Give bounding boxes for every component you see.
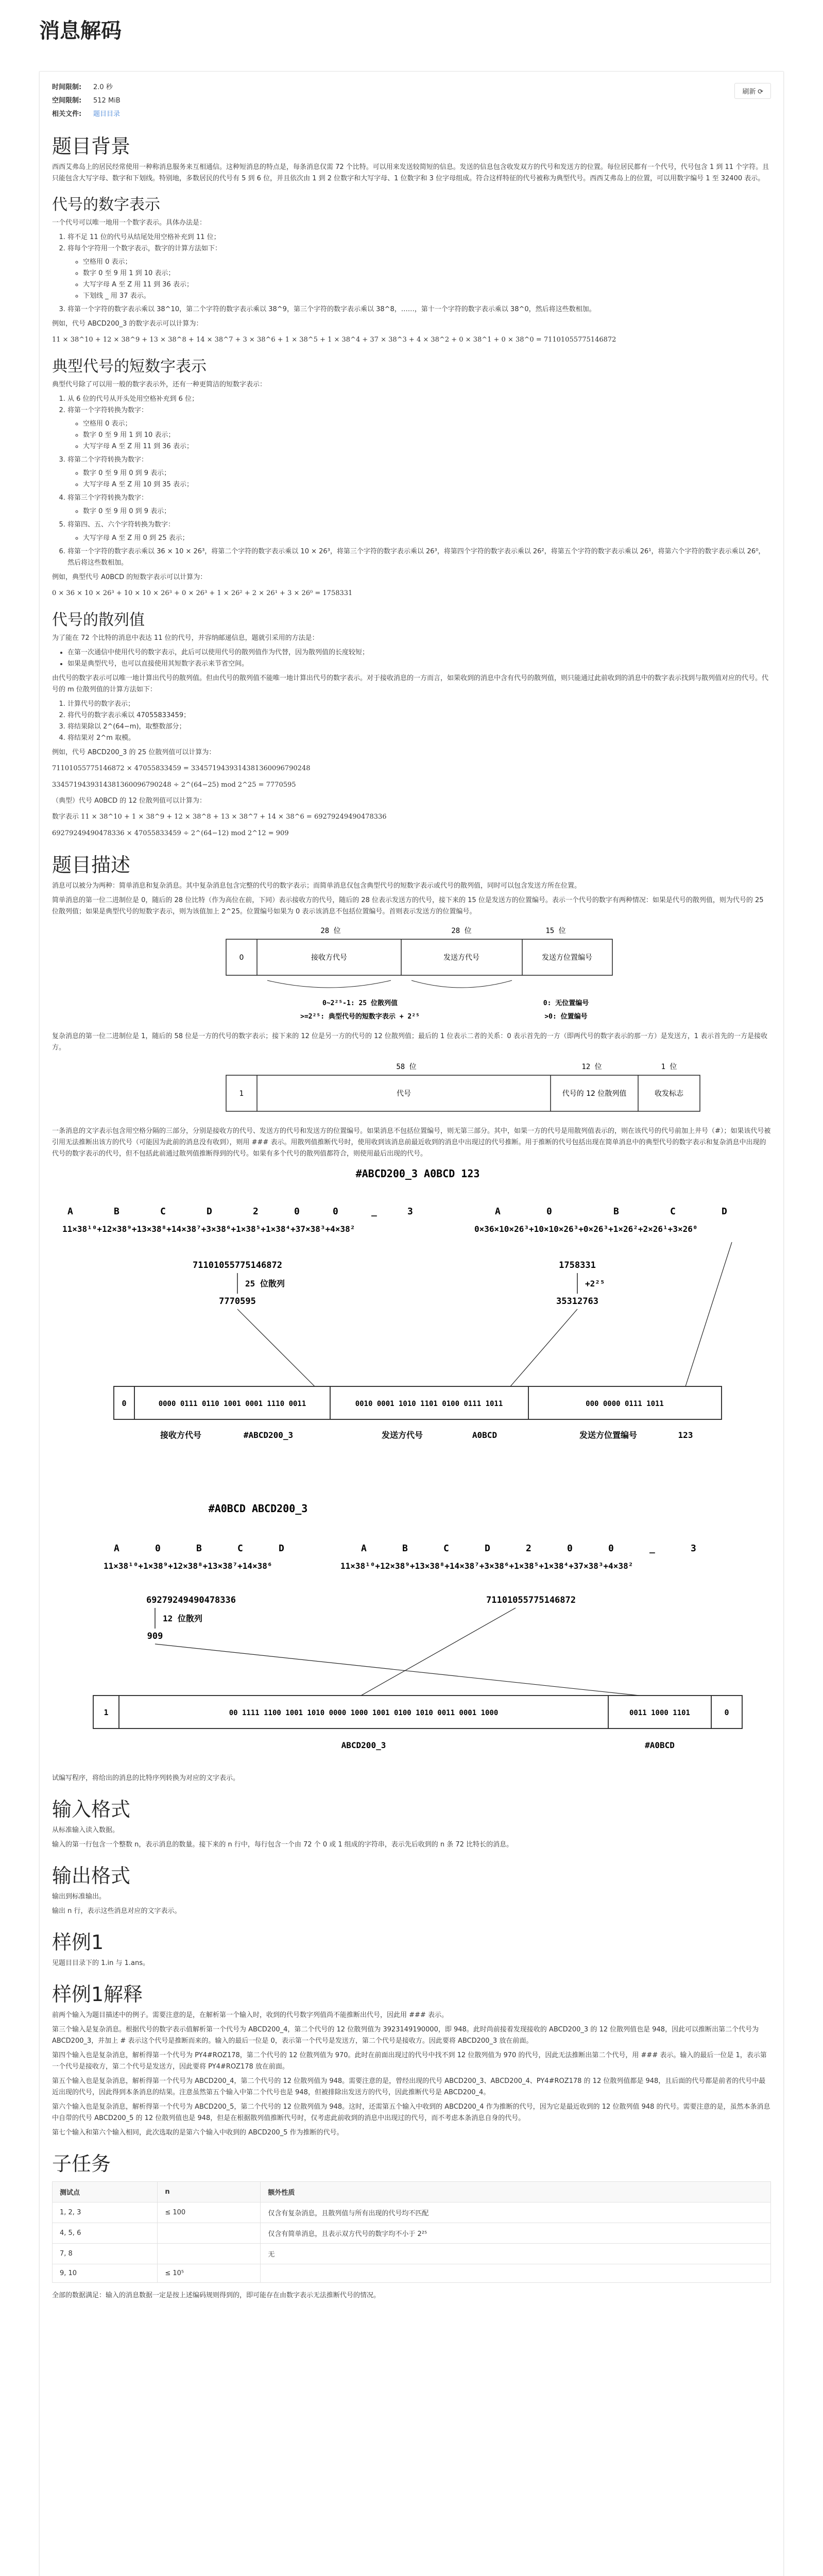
fig4-left-chars xyxy=(114,1543,284,1554)
table-row xyxy=(53,2202,771,2223)
fig4-formula: 11×38¹⁰+1×38⁹+12×38⁸+13×38⁷+14×38⁶ xyxy=(104,1561,272,1571)
hash-point: • 在第一次通信中使用代号的数字表示，此后可以使用代号的散列值作为代替，因为散列值的长度较短； xyxy=(67,647,771,658)
fig4-char: C xyxy=(443,1543,449,1554)
fig1-label: 28 位 xyxy=(320,927,341,935)
fig4-char: A xyxy=(361,1543,367,1554)
fig4-char: _ xyxy=(649,1543,655,1554)
hash-point: • 如果是典型代号，也可以直接使用其短数字表示来节省空间。 xyxy=(67,658,771,670)
fig2-cell: 收发标志 xyxy=(655,1090,683,1098)
typical-rule: ◦ 大写字母 A 至 Z 用 10 到 35 表示； xyxy=(83,479,771,490)
typical-example: 例如，典型代号 A0BCD 的短数字表示可以计算为： xyxy=(52,573,207,581)
section-background: 题目背景 xyxy=(52,135,131,158)
fig3-title: #ABCD200_3 A0BCD 123 xyxy=(355,1167,480,1180)
fig3-bottom-label: A0BCD xyxy=(472,1430,498,1440)
complex-example-diagram xyxy=(52,1500,783,1768)
hash-intro: 为了能在 72 个比特的消息中表达 11 位的代号，并容纳邮递信息，题就引采用的方法是： xyxy=(52,634,319,642)
fig1-note: >0: 位置编号 xyxy=(544,1013,588,1021)
fig4-bottom-label: ABCD200_3 xyxy=(341,1740,386,1750)
table-cell: 9, 10 xyxy=(53,2264,158,2283)
fig3-bottom-label: 123 xyxy=(678,1430,693,1440)
fig3-bits: 0010 0001 1010 1101 0100 0111 1011 xyxy=(355,1400,503,1408)
fig3-char: C xyxy=(160,1206,166,1217)
hash-example-2: （典型）代号 A0BCD 的 12 位散列值可以计算为： xyxy=(52,797,207,805)
fig4-char: 2 xyxy=(526,1543,531,1554)
fig1-label: 15 位 xyxy=(545,927,566,935)
fig3-formula: 11×38¹⁰+12×38⁹+13×38⁸+14×38⁷+3×38⁶+1×38⁵+1×38⁴+37×38³+4×38² xyxy=(62,1224,355,1234)
section-description: 题目描述 xyxy=(52,854,131,876)
page-title: 消息解码 xyxy=(39,19,122,43)
fig4-char: B xyxy=(402,1543,408,1554)
subtask-table xyxy=(52,2181,771,2283)
fig4-char: 0 xyxy=(608,1543,614,1554)
fig4-bottom-label: #A0BCD xyxy=(645,1740,675,1750)
fig4-char: C xyxy=(237,1543,243,1554)
fig4-bits: 00 1111 1100 1001 1010 0000 1000 1001 0100 1010 0011 0001 1000 xyxy=(229,1709,499,1717)
typical-rule: ◦ 数字 0 至 9 用 0 到 9 表示； xyxy=(83,506,771,517)
table-header: 额外性质 xyxy=(261,2182,771,2202)
problem-card xyxy=(39,71,784,2576)
fig3-char: B xyxy=(114,1206,119,1217)
fig3-bottom-label: #ABCD200_3 xyxy=(243,1430,294,1440)
section-input: 输入格式 xyxy=(52,1798,131,1821)
fig3-value: 1758331 xyxy=(559,1260,596,1270)
typical-rule: ◦ 数字 0 至 9 用 1 到 10 表示； xyxy=(83,430,771,441)
section-typical: 典型代号的短数字表示 xyxy=(52,358,207,376)
fig4-title: #A0BCD ABCD200_3 xyxy=(208,1502,308,1515)
typical-rule: ◦ 数字 0 至 9 用 0 到 9 表示； xyxy=(83,468,771,479)
typical-step: 1. 从 6 位的代号从开头处用空格补充到 6 位； xyxy=(67,394,771,405)
fig4-char: D xyxy=(279,1543,284,1554)
fig3-char: C xyxy=(670,1206,676,1217)
table-header: 测试点 xyxy=(53,2182,158,2202)
fig3-bits: 000 0000 0111 1011 xyxy=(586,1400,664,1408)
desc-text: 消息可以被分为两种：简单消息和复杂消息。其中复杂消息包含完整的代号的数字表示；而简单消息仅包含典型代号的短数字表示或代号的散列值，同时可以包含发送方所在位置。 xyxy=(52,882,581,890)
table-cell xyxy=(158,2244,261,2264)
fig2-cell: 1 xyxy=(239,1090,244,1098)
fig3-char: A xyxy=(67,1206,73,1217)
number-steps xyxy=(52,232,771,315)
background-text: 西西艾弗岛上的居民经常使用一种称消息服务来互相通信。这种短消息的特点是，每条消息仅需 72 个比特。可以用来发送较简短的信息。发送的信息包含收发双方的代号和发送方的位置。每位居民都有一个代号，代号包含 1 到 11 个字符。且只能包含大写字母、数字和下划线。特别地，多数居民的代号有 5 到 6 位，并且依次由 1 到 2 位数字和大写字母、1 位数字和 3 位字母组成。符合这样特征的代号被称为典型代号。西西艾弗岛上的位置，可以用数字编号 1 至 32400 表示。 xyxy=(52,163,769,182)
number-step: 1. 将不足 11 位的代号从结尾处用空格补充到 11 位； xyxy=(67,232,771,243)
table-row xyxy=(53,2223,771,2244)
input-text: 从标准输入读入数据。 xyxy=(52,1826,119,1834)
explanation-text: 第七个输入和第六个输入相同，此次选取的是第六个输入中收到的 ABCD200_5 作为推断的代号。 xyxy=(52,2129,344,2137)
fig4-formula: 11×38¹⁰+12×38⁹+13×38⁸+14×38⁷+3×38⁶+1×38⁵+1×38⁴+37×38³+4×38² xyxy=(340,1561,633,1571)
fig3-char: 0 xyxy=(546,1206,552,1217)
related-files: 相关文件: 题目目录 xyxy=(52,110,121,118)
number-rule: ◦ 大写字母 A 至 Z 用 11 到 36 表示； xyxy=(83,279,771,291)
number-formula: 11 × 38^10 + 12 × 38^9 + 13 × 38^8 + 14 × 38^7 + 3 × 38^6 + 1 × 38^5 + 1 × 38^4 + 37 × 38^3 + 4 × 38^2 + 0 × 38^1 + 0 × 38^0 = 71101055775146872 xyxy=(52,336,616,344)
explanation-text: 第五个输入也是复杂消息，解析得第一个代号为 ABCD200_4，第二个代号的 12 位散列值为 948。需要注意的是，曾经出现的代号 ABCD200_3、ABCD200_4、PY4#ROZ178 的 12 位散列值都是 948，且后面的代号都是前者的代号中最近出现的代号，因此得到本条消息的结果。注意虽然第五个输入中第二个代号也是 948，但被排除出发送方的代号，因此推断代号是 ABCD200_4。 xyxy=(52,2077,766,2096)
number-example: 例如，代号 ABCD200_3 的数字表示可以计算为： xyxy=(52,320,203,328)
fig4-char: 0 xyxy=(155,1543,161,1554)
final-note: 全部的数据满足：输入的消息数据一定是按上述编码规则得到的，即可能存在由数字表示无法推断代号的情况。 xyxy=(52,2292,381,2299)
fig4-char: A xyxy=(114,1543,119,1554)
fig3-bits: 0000 0111 0110 1001 0001 1110 0011 xyxy=(158,1400,306,1408)
section-sample: 样例1 xyxy=(52,1931,104,1954)
typical-step: 4. 将第三个字符转换为数字： ◦ 数字 0 至 9 用 0 到 9 表示； xyxy=(67,493,771,517)
fig3-char: 2 xyxy=(253,1206,259,1217)
table-cell xyxy=(158,2223,261,2244)
fig2-cell: 代号 xyxy=(397,1090,411,1098)
typical-intro: 典型代号除了可以用一般的数字表示外，还有一种更简洁的短数字表示： xyxy=(52,381,267,388)
hash-step: 3. 将结果除以 2^(64−m)，取整数部分； xyxy=(67,721,771,733)
typical-step: 5. 将第四、五、六个字符转换为数字： ◦ 大写字母 A 至 Z 用 0 到 25 表示； xyxy=(67,519,771,544)
fig1-note: 0: 无位置编号 xyxy=(543,999,589,1007)
table-cell xyxy=(261,2264,771,2283)
hash-text: 由代号的数字表示可以唯一地计算出代号的散列值。但由代号的散列值不能唯一地计算出代号的数字表示。对于接收消息的一方而言，如果收到的消息中含有代号的散列值，则只能通过此前收到的消息中的数字表示找到与散列值对应的代号。代号的 m 位散列值的计算方法如下： xyxy=(52,674,769,693)
fig3-char: A xyxy=(495,1206,501,1217)
output-text: 输出到标准输出。 xyxy=(52,1893,106,1901)
section-subtasks: 子任务 xyxy=(52,2153,111,2175)
typical-step: 6. 将第一个字符的数字表示乘以 36 × 10 × 26³，将第二个字符的数字表示乘以 10 × 26³，将第三个字符的数字表示乘以 26³，将第四个字符的数字表示乘以 26²，将第五个字符的数字表示乘以 26¹，将第六个字符的数字表示乘以 26⁰，然后将这些数相加。 xyxy=(67,546,771,569)
desc-text: 试编写程序，将给出的消息的比特序列转换为对应的文字表示。 xyxy=(52,1774,240,1782)
typical-rule: ◦ 大写字母 A 至 Z 用 0 到 25 表示； xyxy=(83,533,771,544)
fig3-hash: 7770595 xyxy=(219,1296,256,1307)
fig1-cell: 发送方位置编号 xyxy=(542,954,592,962)
hash-formula: 3345719439314381360096790248 ÷ 2^(64−25) mod 2^25 = 7770595 xyxy=(52,781,296,789)
fig3-bottom-label: 接收方代号 xyxy=(160,1430,202,1440)
table-cell: ≤ 10⁵ xyxy=(158,2264,261,2283)
table-cell: 仅含有简单消息，且表示双方代号的数字均不小于 2²⁵ xyxy=(261,2223,771,2244)
typical-step: 3. 将第二个字符转换为数字： ◦ 数字 0 至 9 用 0 到 9 表示； ◦ 大写字母 A 至 Z 用 10 到 35 表示； xyxy=(67,454,771,490)
sample-text: 见题目目录下的 1.in 与 1.ans。 xyxy=(52,1959,150,1967)
hash-formula: 71101055775146872 × 47055833459 = 3345719439314381360096790248 xyxy=(52,765,311,772)
table-row xyxy=(53,2264,771,2283)
number-step: 3. 将第一个字符的数字表示乘以 38^10，第二个字符的数字表示乘以 38^9，第三个字符的数字表示乘以 38^8，……，第十一个字符的数字表示乘以 38^0，然后将这些数相加。 xyxy=(67,304,771,315)
number-intro: 一个代号可以唯一地用一个数字表示。具体办法是： xyxy=(52,219,207,227)
fig3-step: 25 位散列 xyxy=(245,1279,285,1289)
encode-example-diagram xyxy=(52,1165,783,1495)
fig2-label: 1 位 xyxy=(661,1063,677,1071)
fig3-char: _ xyxy=(371,1206,377,1217)
simple-message-diagram xyxy=(102,923,721,1026)
fig3-char: 3 xyxy=(407,1206,413,1217)
fig1-cell: 发送方代号 xyxy=(443,954,479,962)
explanation-text: 第四个输入也是复杂消息，解析得第一个代号为 PY4#ROZ178，第二个代号的 12 位散列值为 970。此时在前面出现过的代号中找不到 12 位散列值为 970 的代号，因此无法推断出第二个代号，用 ### 表示。输入的最后一位是 1，表示第一个代号是接收方，第二个代号是发送方，因此要将 PY4#ROZ178 放在前面。 xyxy=(52,2052,767,2071)
number-rule: ◦ 数字 0 至 9 用 1 到 10 表示； xyxy=(83,268,771,279)
refresh-button[interactable]: 刷新 ⟳ xyxy=(734,83,771,99)
table-row xyxy=(53,2244,771,2264)
time-limit: 时间限制: 2.0 秒 xyxy=(52,83,113,91)
number-step: 2. 将每个字符用一个数字表示，数字的计算方法如下： ◦ 空格用 0 表示； ◦ 数字 0 至 9 用 1 到 10 表示； ◦ 大写字母 A 至 Z 用 11 到 36 表示； ◦ 下划线 _ 用 37 表示。 xyxy=(67,243,771,302)
section-output: 输出格式 xyxy=(52,1865,131,1887)
hash-step: 2. 将代号的数字表示乘以 47055833459； xyxy=(67,710,771,721)
fig3-char: D xyxy=(207,1206,212,1217)
fig3-right-chars xyxy=(495,1206,727,1217)
fig3-char: B xyxy=(613,1206,619,1217)
table-cell: 4, 5, 6 xyxy=(53,2223,158,2244)
fig4-value: 71101055775146872 xyxy=(486,1595,576,1605)
hash-formula: 数字表示 11 × 38^10 + 1 × 38^9 + 12 × 38^8 + 13 × 38^7 + 14 × 38^6 = 69279249490478336 xyxy=(52,813,387,821)
fig4-value: 69279249490478336 xyxy=(146,1595,236,1605)
fig4-bits: 0 xyxy=(724,1708,729,1717)
desc-text: 复杂消息的第一位二进制位是 1，随后的 58 位是一方的代号的数字表示；接下来的 12 位是另一方的代号的 12 位散列值；最后的 1 位表示二者的关系：0 表示首先的一方（即两代号的数字表示的那一方）是发送方，1 表示首先的一方是接收方。 xyxy=(52,1032,768,1052)
fig3-formula: 0×36×10×26³+10×10×26³+0×26³+1×26²+2×26¹+3×26⁰ xyxy=(474,1224,698,1234)
table-cell: ≤ 100 xyxy=(158,2202,261,2223)
typical-rule: ◦ 大写字母 A 至 Z 用 11 到 36 表示； xyxy=(83,441,771,452)
fig1-label: 28 位 xyxy=(451,927,472,935)
hash-step: 4. 将结果对 2^m 取模。 xyxy=(67,733,771,744)
fig4-bits: 1 xyxy=(104,1708,109,1717)
fig4-char: B xyxy=(196,1543,202,1554)
typical-steps xyxy=(52,394,771,569)
hash-formula: 69279249490478336 × 47055833459 ÷ 2^(64−12) mod 2^12 = 909 xyxy=(52,829,289,837)
complex-message-diagram xyxy=(102,1059,721,1121)
explanation-text: 前两个输入为题目描述中的例子。需要注意的是，在解析第一个输入时，收到的代号数字列值尚不能推断出代号，因此用 ### 表示。 xyxy=(52,2011,448,2019)
table-cell: 1, 2, 3 xyxy=(53,2202,158,2223)
typical-rule: ◦ 空格用 0 表示； xyxy=(83,418,771,430)
hash-example: 例如，代号 ABCD200_3 的 25 位散列值可以计算为： xyxy=(52,749,216,756)
fig4-char: 3 xyxy=(691,1543,696,1554)
fig2-label: 58 位 xyxy=(396,1063,417,1071)
section-hash: 代号的散列值 xyxy=(52,611,145,629)
fig4-char: 0 xyxy=(567,1543,573,1554)
fig3-bits: 0 xyxy=(122,1399,127,1408)
fig2-cell: 代号的 12 位散列值 xyxy=(562,1090,627,1098)
desc-text: 简单消息的第一位二进制位是 0，随后的 28 位比特（作为高位在前，下同）表示接收方的代号，随后的 28 位表示发送方的代号，接下来的 15 位是发送方的位置编号。表示一个代号的数字有两种情况：如果是代号的散列值，则为代号的 25 位散列值；如果是典型代号的短数字表示，则为该值加上 2^25。位置编号如果为 0 表示该消息不包括位置编号。首则表示发送方的位置编号。 xyxy=(52,896,764,916)
fig3-char: 0 xyxy=(294,1206,300,1217)
number-rule: ◦ 空格用 0 表示； xyxy=(83,257,771,268)
section-sample-explanation: 样例1解释 xyxy=(52,1983,143,2006)
fig4-char: D xyxy=(485,1543,490,1554)
memory-limit: 空间限制: 512 MiB xyxy=(52,97,121,105)
table-header: n xyxy=(158,2182,261,2202)
file-link[interactable]: 题目目录 xyxy=(93,110,121,118)
output-text: 输出 n 行，表示这些消息对应的文字表示。 xyxy=(52,1907,181,1915)
table-cell: 无 xyxy=(261,2244,771,2264)
desc-text: 一条消息的文字表示包含用空格分隔的三部分，分别是接收方的代号、发送方的代号和发送方的位置编号。如果消息不包括位置编号，则无第三部分。其中，如果一方的代号是用散列值表示的，则在该代号的代号前加上井号（#）；如果该代号被引用无法推断出该方的代号（可能因为此前的消息没有收到），则用 ### 表示。用散列值推断代号时，使用收到该消息前最近收到的消息中出现过的代号推断。用于推断的代号包括出现在简单消息中的典型代号的数字表示和复杂消息中出现的代号的数字表示的代号，但不包括此前通过散列值推断得到的代号。如果有多个代号的散列值都符合，则使用最后出现的代号。 xyxy=(52,1127,771,1158)
fig3-char: 0 xyxy=(333,1206,338,1217)
fig3-left-chars xyxy=(67,1206,413,1217)
table-cell: 仅含有复杂消息，且散列值与所有出现的代号均不匹配 xyxy=(261,2202,771,2223)
fig4-hash: 909 xyxy=(147,1631,163,1641)
number-rule: ◦ 下划线 _ 用 37 表示。 xyxy=(83,291,771,302)
fig4-step: 12 位散列 xyxy=(163,1614,202,1623)
fig3-bottom-label: 发送方位置编号 xyxy=(579,1430,638,1440)
fig2-label: 12 位 xyxy=(581,1063,602,1071)
table-cell: 7, 8 xyxy=(53,2244,158,2264)
fig3-hash: 35312763 xyxy=(556,1296,598,1307)
fig3-step: +2²⁵ xyxy=(585,1279,605,1289)
input-text: 输入的第一行包含一个整数 n，表示消息的数量。接下来的 n 行中，每行包含一个由 72 个 0 或 1 组成的字符串，表示先后收到的 n 条 72 比特长的消息。 xyxy=(52,1841,513,1849)
fig1-note: 0~2²⁵-1: 25 位散列值 xyxy=(322,999,398,1007)
fig3-char: D xyxy=(722,1206,727,1217)
fig4-right-chars xyxy=(361,1543,696,1554)
section-number: 代号的数字表示 xyxy=(52,196,160,214)
fig1-note: >=2²⁵: 典型代号的短数字表示 + 2²⁵ xyxy=(300,1013,420,1021)
hash-step: 1. 计算代号的数字表示； xyxy=(67,699,771,710)
explanation-text: 第六个输入也是复杂消息，解析得第一个代号为 ABCD200_5，第二个代号的 12 位散列值为 948。这时，还需第五个输入中收到的 ABCD200_4 作为推断的代号，因为它是最近收到的 12 位散列值 948 的代号。需要注意的是，虽然本条消息中自带的代号 ABCD200_5 的 12 位散列值也是 948，但是在根据散列值推断代号时，仅考虑此前收到的消息中出现过的代号，而不考虑本条消息自身的代号。 xyxy=(52,2103,770,2122)
fig4-bits: 0011 1000 1101 xyxy=(629,1709,691,1717)
fig1-cell: 接收方代号 xyxy=(311,954,347,962)
fig3-value: 71101055775146872 xyxy=(193,1260,282,1270)
explanation-text: 第三个输入是复杂消息。根据代号的数字表示值解析第一个代号为 ABCD200_4，第二个代号的 12 位散列值为 3923149190000，即 948。此时尚前接着发现接收的 ABCD200_3 的 12 位散列值也是 948，因此可以推断出第二个代号为 ABCD200_3，并加上 # 表示这个代号是推断而来的。输入的最后一位是 0，表示第一个代号是发送方，第二个代号是接收方。因此要将 ABCD200_3 放在前面。 xyxy=(52,2026,759,2045)
typical-formula: 0 × 36 × 10 × 26³ + 10 × 10 × 26³ + 0 × 26³ + 1 × 26² + 2 × 26¹ + 3 × 26⁰ = 1758331 xyxy=(52,589,353,597)
typical-step: 2. 将第一个字符转换为数字： ◦ 空格用 0 表示； ◦ 数字 0 至 9 用 1 到 10 表示； ◦ 大写字母 A 至 Z 用 11 到 36 表示； xyxy=(67,405,771,452)
fig1-cell: 0 xyxy=(239,954,244,962)
fig3-bottom-label: 发送方代号 xyxy=(381,1430,423,1440)
